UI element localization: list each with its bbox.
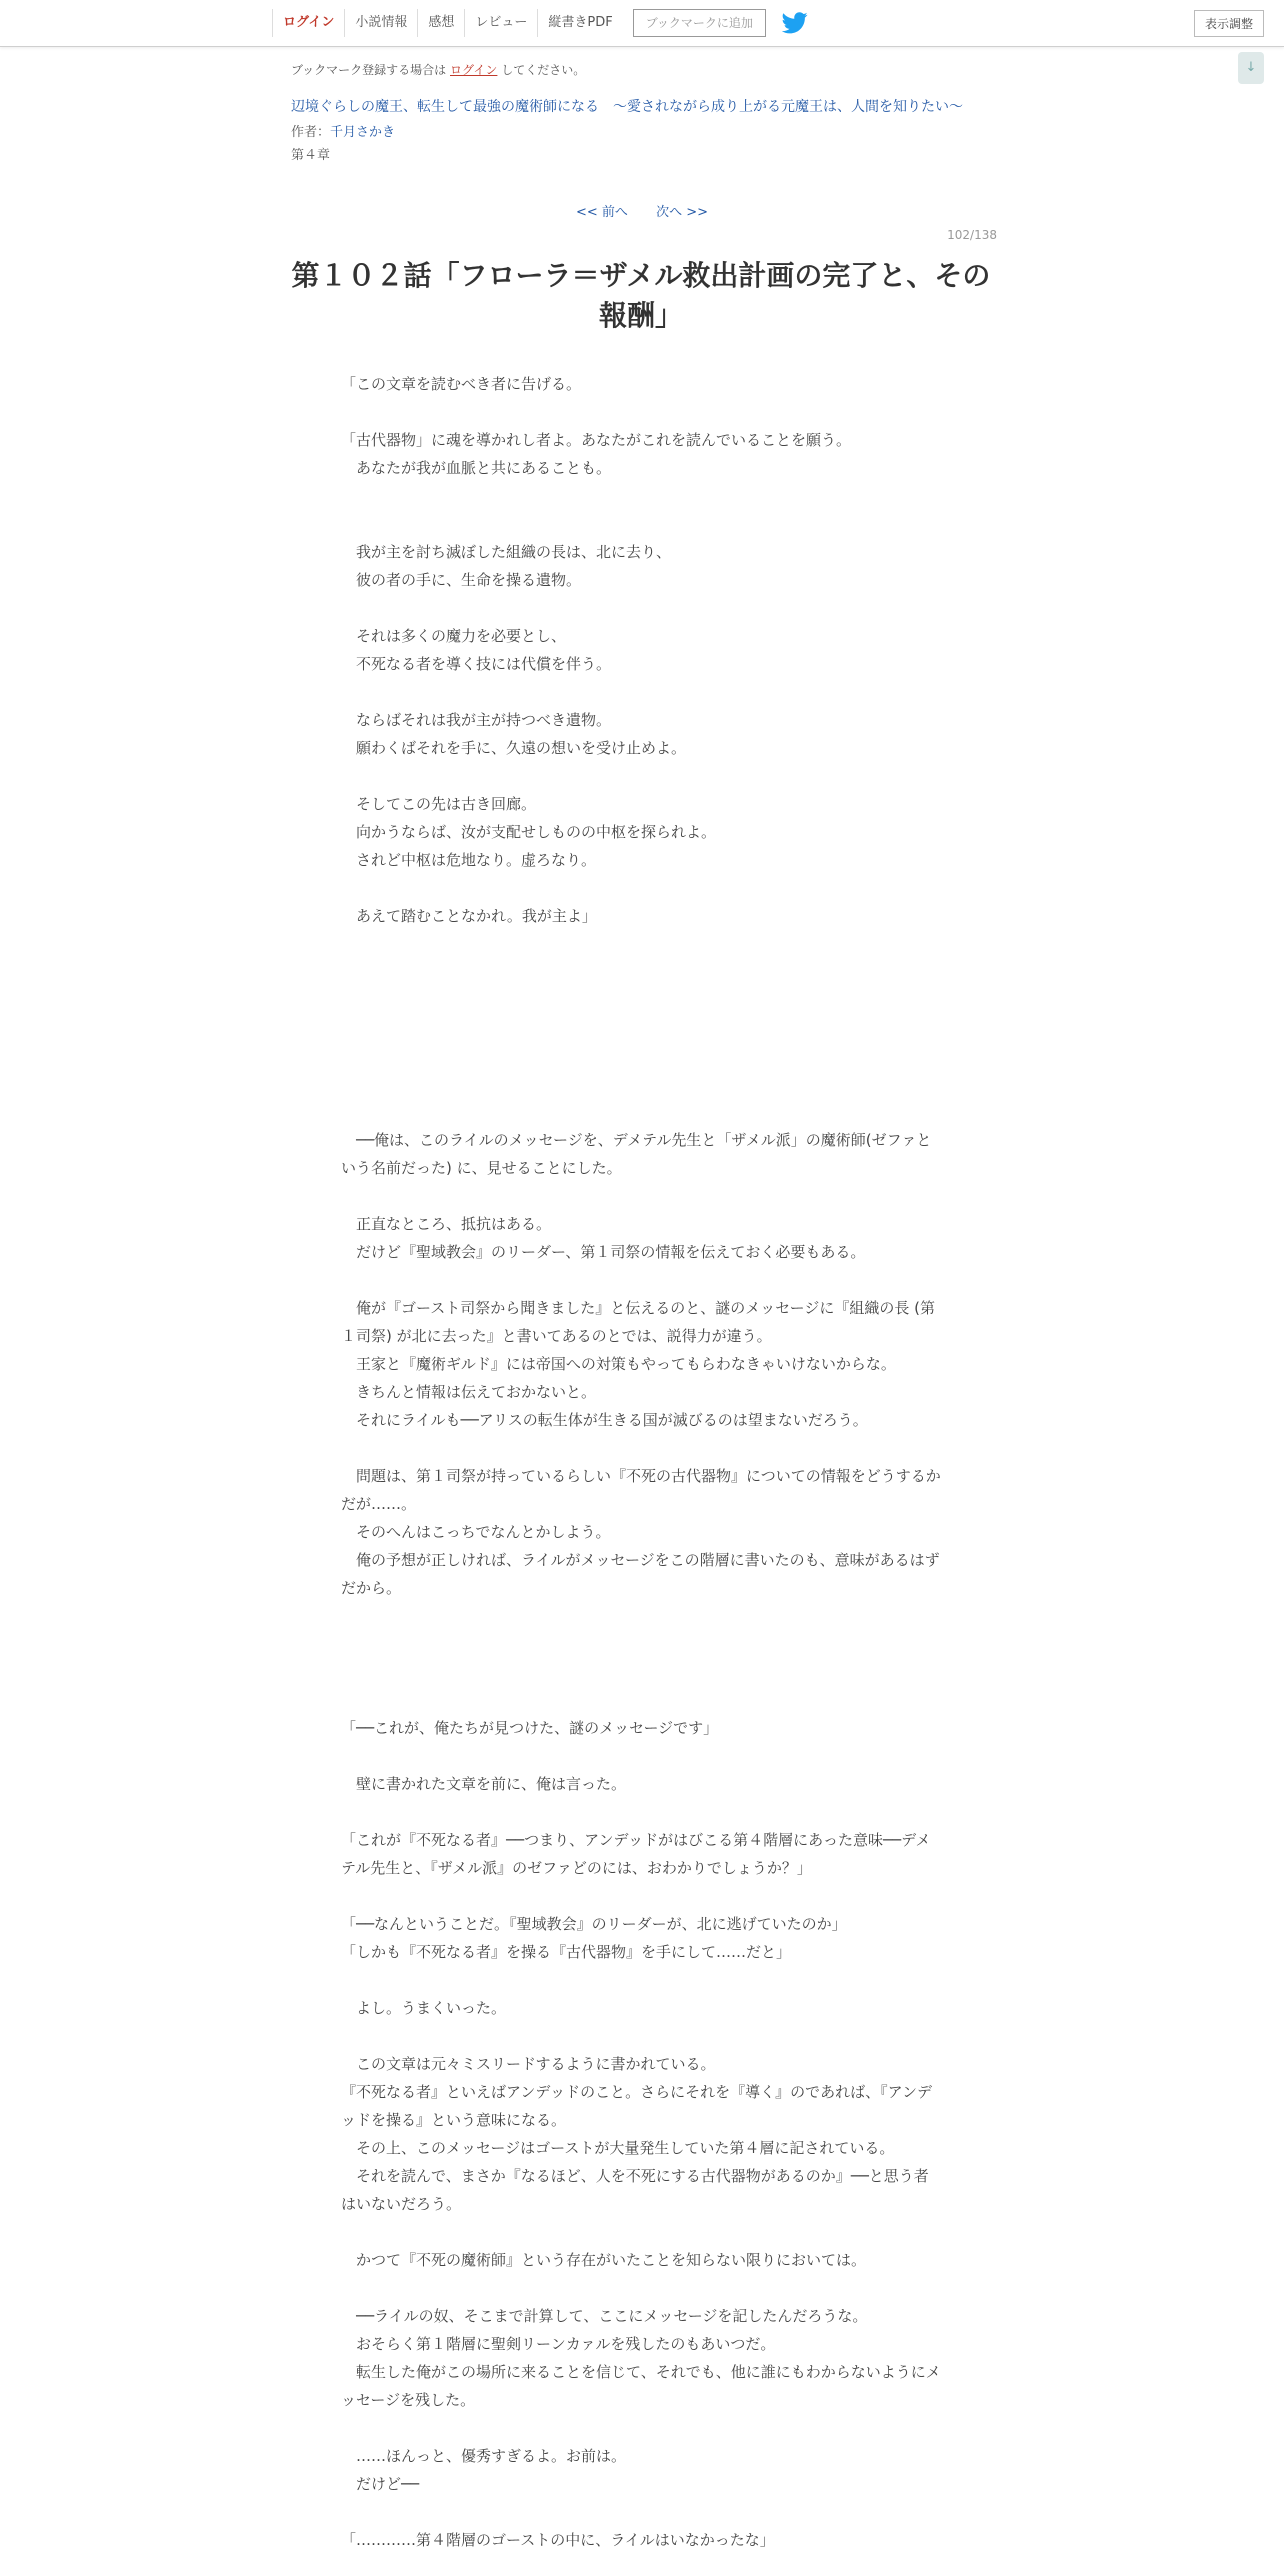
twitter-icon[interactable] <box>782 12 808 34</box>
episode-number: 102/138 <box>947 228 997 242</box>
body-line: 我が主を討ち滅ぼした組織の長は、北に去り、 <box>341 543 672 561</box>
body-line: そのへんはこっちでなんとかしよう。 <box>341 1523 611 1541</box>
body-line: 「…………第４階層のゴーストの中に、ライルはいなかったな」 <box>341 2531 775 2549</box>
nav-login-link[interactable]: ログイン <box>272 9 344 37</box>
author-line <box>291 121 1001 140</box>
body-line: 正直なところ、抵抗はある。 <box>341 1215 552 1233</box>
body-line <box>341 762 941 790</box>
display-settings-button[interactable]: 表示調整 <box>1194 10 1264 37</box>
body-line <box>341 1966 941 1994</box>
author-label: 作者： <box>291 125 331 140</box>
body-line <box>341 1630 941 1658</box>
body-line <box>341 1742 941 1770</box>
body-line: だけど── <box>341 2475 420 2493</box>
body-line <box>341 986 941 1014</box>
body-line: 「この文章を読むべき者に告げる。 <box>341 375 582 393</box>
body-line: その上、このメッセージはゴーストが大量発生していた第４層に記されている。 <box>341 2139 895 2157</box>
body-line <box>341 2274 941 2302</box>
episode-title: 第１０２話「フローラ＝ザメル救出計画の完了と、その報酬」 <box>291 259 991 332</box>
add-bookmark-button[interactable]: ブックマークに追加 <box>633 9 766 37</box>
body-line <box>341 678 941 706</box>
body-line <box>341 1434 941 1462</box>
body-line <box>341 2498 941 2526</box>
body-line: 問題は、第１司祭が持っているらしい『不死の古代器物』についての情報をどうするかだが……。 <box>341 1467 941 1513</box>
notice-text-post: してください。 <box>501 63 586 77</box>
body-line <box>341 2218 941 2246</box>
body-line <box>341 1602 941 1630</box>
body-line <box>341 482 941 510</box>
body-line <box>341 1098 941 1126</box>
body-line <box>341 398 941 426</box>
body-line: 「古代器物」に魂を導かれし者よ。あなたがこれを読んでいることを願う。 <box>341 431 852 449</box>
body-line <box>341 1798 941 1826</box>
body-line: それを読んで、まさか『なるほど、人を不死にする古代器物があるのか』──と思う者はいないだろう。 <box>341 2167 929 2213</box>
body-line <box>341 1882 941 1910</box>
body-line: 願わくばそれを手に、久遠の想いを受け止めよ。 <box>341 739 687 757</box>
body-line <box>341 930 941 958</box>
notice-text-pre: ブックマーク登録する場合は <box>291 63 447 77</box>
body-line: 俺が『ゴースト司祭から聞きました』と伝えるのと、謎のメッセージに『組織の長 (第１司祭) が北に去った』と書いてあるのとでは、説得力が違う。 <box>341 1299 935 1345</box>
body-line: 不死なる者を導く技には代償を伴う。 <box>341 655 612 673</box>
body-line <box>341 2022 941 2050</box>
body-line <box>341 958 941 986</box>
body-line: よし。うまくいった。 <box>341 1999 507 2017</box>
nav-pdf-link[interactable]: 縦書きPDF <box>537 9 622 37</box>
episode-pager <box>0 201 1284 220</box>
body-line: きちんと情報は伝えておかないと。 <box>341 1383 597 1401</box>
login-notice <box>291 61 1001 78</box>
body-line: この文章は元々ミスリードするように書かれている。 <box>341 2055 716 2073</box>
body-line: 『不死なる者』といえばアンデッドのこと。さらにそれを『導く』のであれば、『アンデッドを操る』という意味になる。 <box>341 2083 933 2129</box>
body-line: 壁に書かれた文章を前に、俺は言った。 <box>341 1775 627 1793</box>
author-link[interactable]: 千月さかき <box>330 125 396 140</box>
body-line <box>341 1266 941 1294</box>
body-line: ──ライルの奴、そこまで計算して、ここにメッセージを記したんだろうな。 <box>341 2307 868 2325</box>
body-line <box>341 594 941 622</box>
body-line: あえて踏むことなかれ。我が主よ」 <box>341 907 597 925</box>
body-line: ならばそれは我が主が持つべき遺物。 <box>341 711 612 729</box>
body-line: 「──なんということだ。『聖域教会』のリーダーが、北に逃げていたのか」 <box>341 1915 847 1933</box>
body-line <box>341 874 941 902</box>
body-line: おそらく第１階層に聖剣リーンカァルを残したのもあいつだ。 <box>341 2335 776 2353</box>
body-line <box>341 510 941 538</box>
twitter-bird-icon <box>782 12 808 34</box>
novel-title-link[interactable]: 辺境ぐらしの魔王、転生して最強の魔術師になる 〜愛されながら成り上がる元魔王は、人間を知りたい〜 <box>291 99 963 115</box>
body-line: そしてこの先は古き回廊。 <box>341 795 537 813</box>
body-line <box>341 1070 941 1098</box>
body-line: だけど『聖域教会』のリーダー、第１司祭の情報を伝えておく必要もある。 <box>341 1243 866 1261</box>
body-line: 転生した俺がこの場所に来ることを信じて、それでも、他に誰にもわからないようにメッセージを残した。 <box>341 2363 941 2409</box>
nav-impressions-link[interactable]: 感想 <box>417 9 464 37</box>
prev-episode-link[interactable]: << 前へ <box>576 205 628 220</box>
body-line: あなたが我が血脈と共にあることも。 <box>341 459 612 477</box>
body-line: かつて『不死の魔術師』という存在がいたことを知らない限りにおいては。 <box>341 2251 867 2269</box>
body-line <box>341 1686 941 1714</box>
novel-header <box>291 61 1001 163</box>
scroll-down-button[interactable]: ↓ <box>1238 52 1264 84</box>
body-line: されど中枢は危地なり。虚ろなり。 <box>341 851 597 869</box>
body-line: ……ほんっと、優秀すぎるよ。お前は。 <box>341 2447 627 2465</box>
next-episode-link[interactable]: 次へ >> <box>656 205 708 220</box>
body-line: 「──これが、俺たちが見つけた、謎のメッセージです」 <box>341 1719 719 1737</box>
body-line: それにライルも──アリスの転生体が生きる国が滅びるのは望まないだろう。 <box>341 1411 868 1429</box>
body-line: 王家と『魔術ギルド』には帝国への対策もやってもらわなきゃいけないからな。 <box>341 1355 896 1373</box>
notice-login-link[interactable]: ログイン <box>450 63 498 77</box>
body-line: 俺の予想が正しければ、ライルがメッセージをこの階層に書いたのも、意味があるはずだから。 <box>341 1551 940 1597</box>
body-line <box>341 1042 941 1070</box>
chapter-label: 第４章 <box>291 148 331 163</box>
nav-novel-info-link[interactable]: 小説情報 <box>344 9 417 37</box>
novel-body <box>341 370 941 2554</box>
body-line: それは多くの魔力を必要とし、 <box>341 627 567 645</box>
nav-menu <box>272 9 808 37</box>
body-line <box>341 1182 941 1210</box>
body-line: 「これが『不死なる者』──つまり、アンデッドがはびこる第４階層にあった意味──デメテル先生と、『ザメル派』のゼファどのには、おわかりでしょうか？」 <box>341 1831 931 1877</box>
body-line: 向かうならば、汝が支配せしものの中枢を探られよ。 <box>341 823 717 841</box>
top-navigation-bar <box>0 0 1284 47</box>
body-line: 彼の者の手に、生命を操る遺物。 <box>341 571 582 589</box>
body-line <box>341 2414 941 2442</box>
body-line <box>341 1014 941 1042</box>
body-line: ──俺は、このライルのメッセージを、デメテル先生と「ザメル派」の魔術師(ゼファという名前だった) に、見せることにした。 <box>341 1131 932 1177</box>
nav-review-link[interactable]: レビュー <box>464 9 537 37</box>
body-line <box>341 1658 941 1686</box>
body-line: 「しかも『不死なる者』を操る『古代器物』を手にして……だと」 <box>341 1943 792 1961</box>
